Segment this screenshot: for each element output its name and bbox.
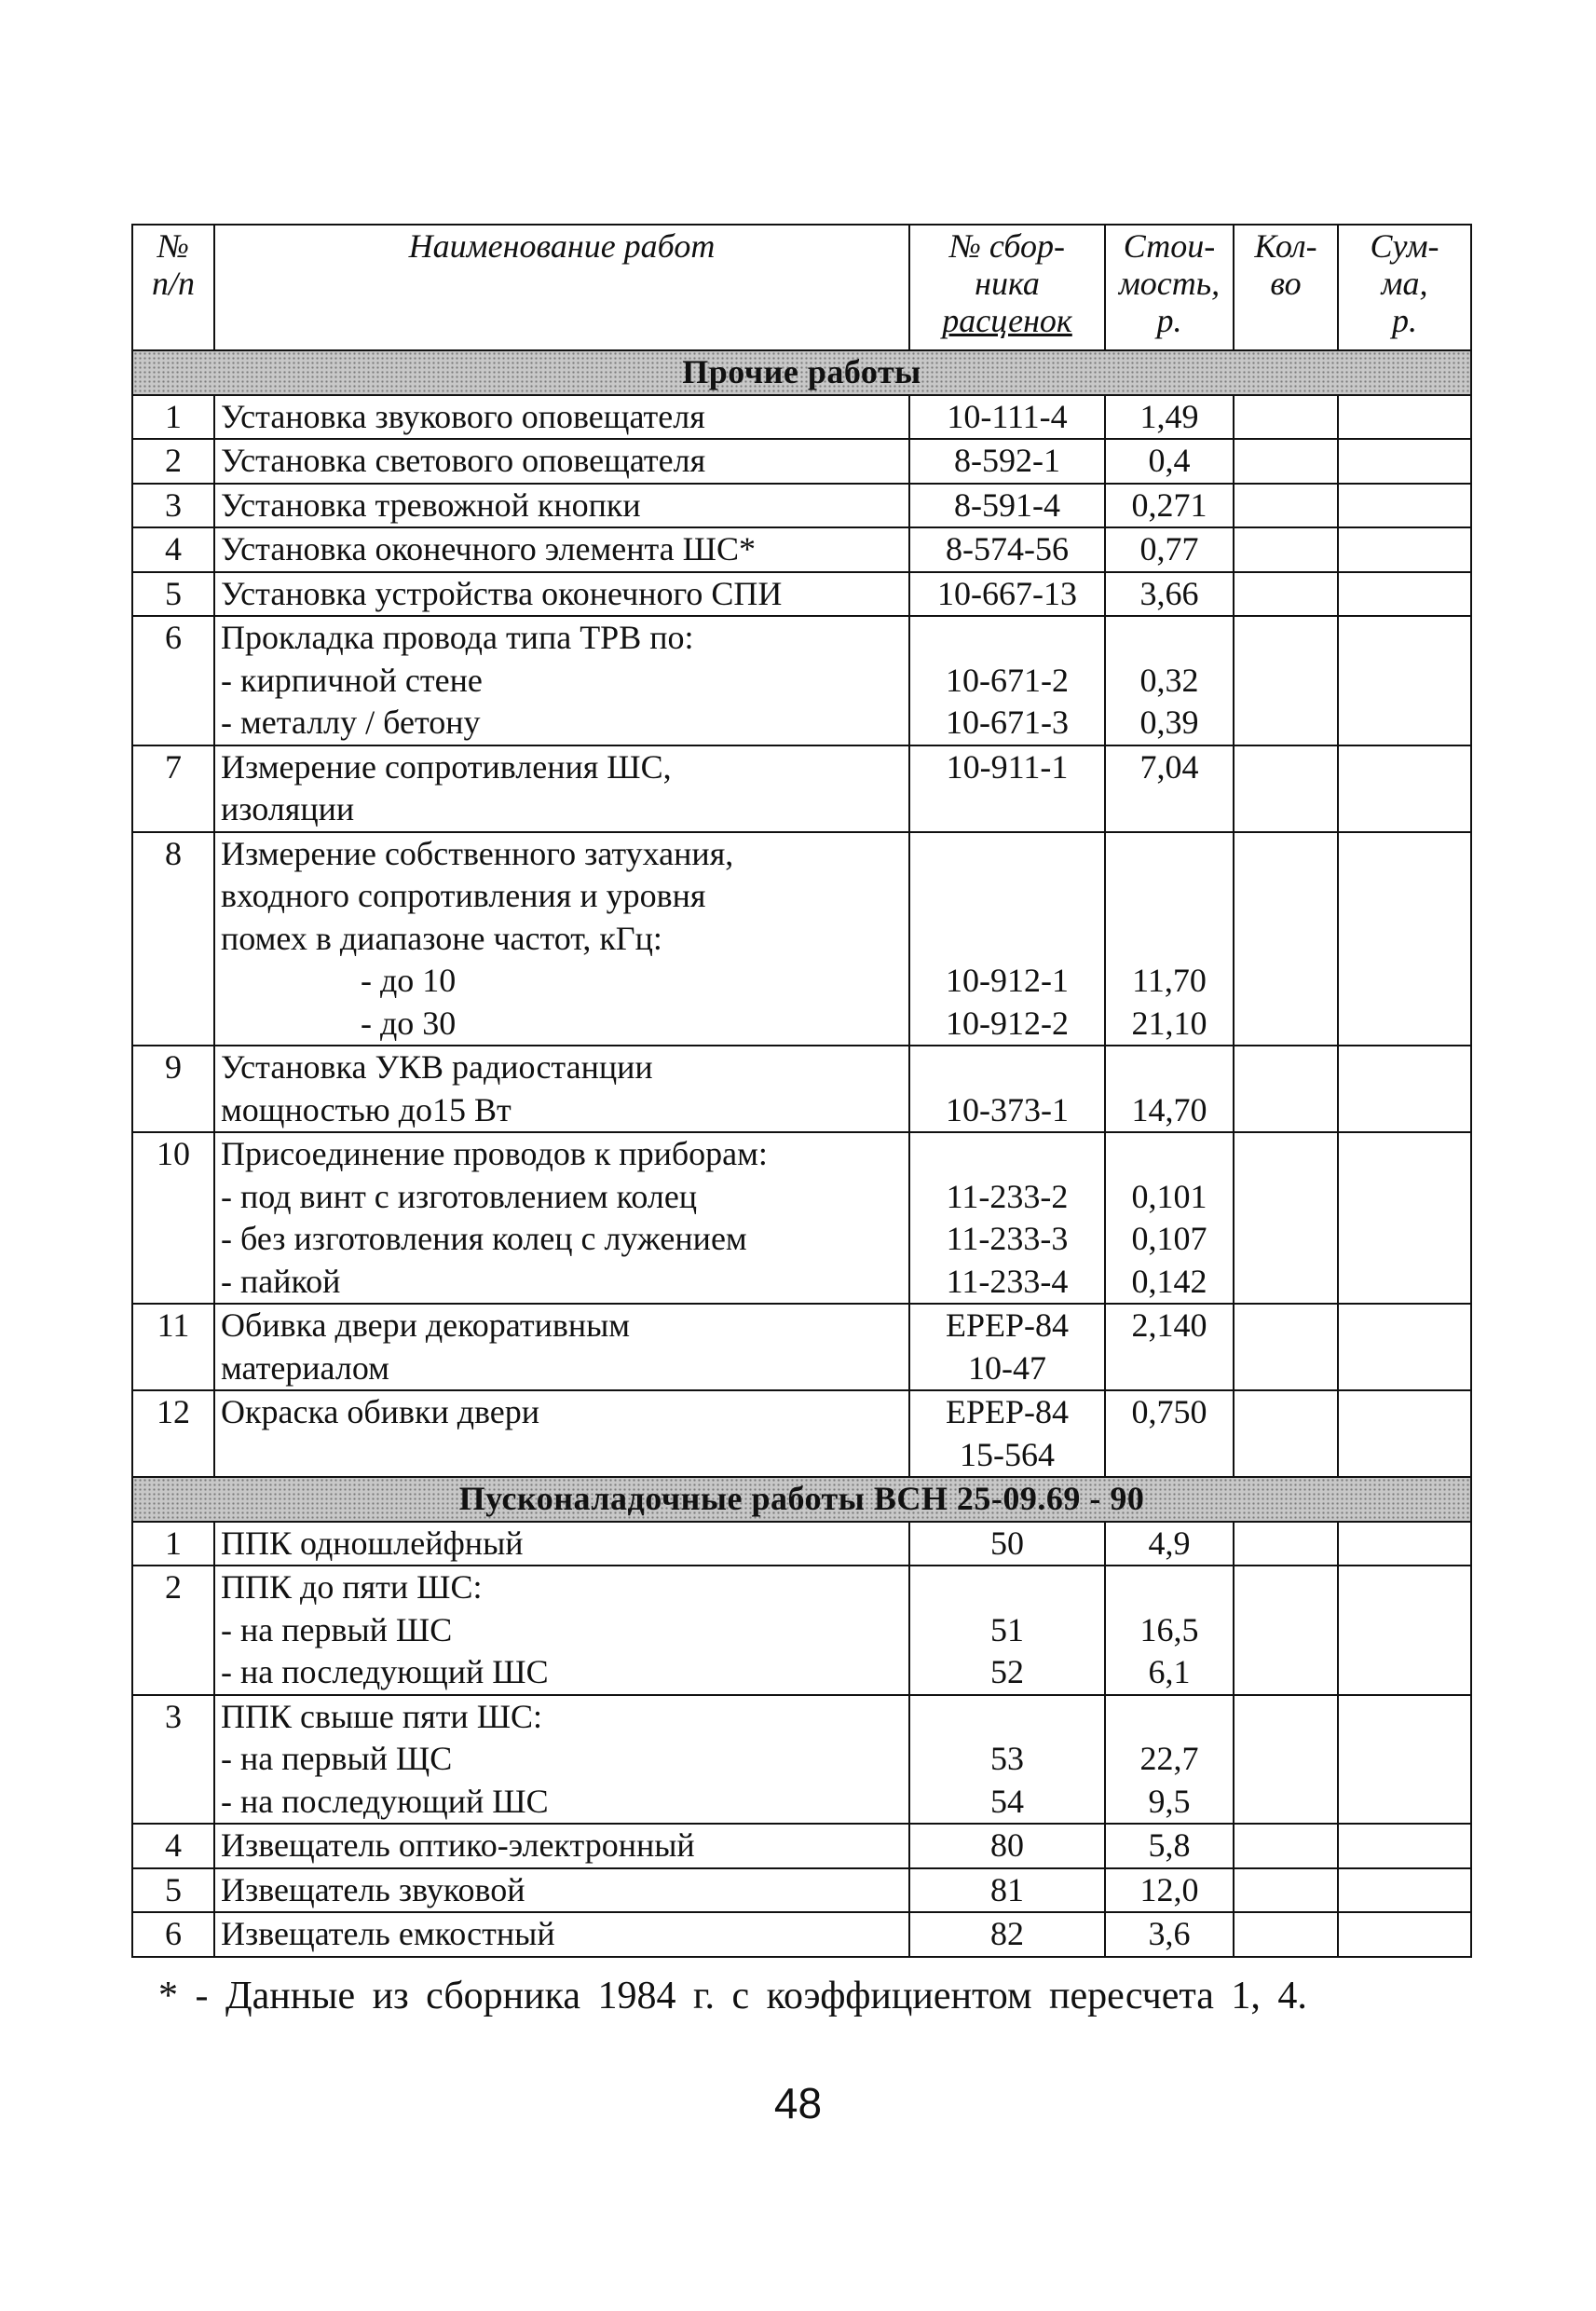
quantity-cell bbox=[1234, 616, 1338, 745]
sum-cell bbox=[1338, 1868, 1471, 1913]
rate-code: 80 bbox=[909, 1824, 1105, 1868]
table-row bbox=[132, 1390, 1471, 1477]
quantity-cell bbox=[1234, 745, 1338, 832]
unit-price: 1,49 bbox=[1105, 395, 1234, 440]
header-sum: Сум- ма, р. bbox=[1338, 225, 1471, 350]
quantity-cell bbox=[1234, 1304, 1338, 1390]
quantity-cell bbox=[1234, 1912, 1338, 1957]
sum-cell bbox=[1338, 1046, 1471, 1132]
row-number: 5 bbox=[132, 572, 214, 617]
rate-code: 11-233-2 11-233-3 11-233-4 bbox=[909, 1132, 1105, 1304]
table-row bbox=[132, 1522, 1471, 1566]
quantity-cell bbox=[1234, 439, 1338, 484]
row-number: 10 bbox=[132, 1132, 214, 1304]
rate-code: 10-912-1 10-912-2 bbox=[909, 832, 1105, 1046]
table-body bbox=[132, 350, 1471, 1957]
quantity-cell bbox=[1234, 1566, 1338, 1695]
unit-price: 12,0 bbox=[1105, 1868, 1234, 1913]
sum-cell bbox=[1338, 484, 1471, 528]
rate-code: 10-911-1 bbox=[909, 745, 1105, 832]
table-row bbox=[132, 1304, 1471, 1390]
table-row bbox=[132, 484, 1471, 528]
table-row bbox=[132, 616, 1471, 745]
unit-price: 5,8 bbox=[1105, 1824, 1234, 1868]
quantity-cell bbox=[1234, 1868, 1338, 1913]
section-header-row bbox=[132, 350, 1471, 395]
row-number: 8 bbox=[132, 832, 214, 1046]
sum-cell bbox=[1338, 1132, 1471, 1304]
work-name: Установка устройства оконечного СПИ bbox=[214, 572, 909, 617]
page-number: 48 bbox=[773, 2079, 823, 2127]
quantity-cell bbox=[1234, 1390, 1338, 1477]
rate-code: 10-373-1 bbox=[909, 1046, 1105, 1132]
unit-price: 0,101 0,107 0,142 bbox=[1105, 1132, 1234, 1304]
table-row bbox=[132, 527, 1471, 572]
sum-cell bbox=[1338, 527, 1471, 572]
sum-cell bbox=[1338, 1695, 1471, 1825]
header-name: Наименование работ bbox=[214, 225, 909, 350]
work-name: ППК свыше пяти ШС: - на первый ЩС - на последующий ШС bbox=[214, 1695, 909, 1825]
quantity-cell bbox=[1234, 832, 1338, 1046]
rate-code: 53 54 bbox=[909, 1695, 1105, 1825]
table-row bbox=[132, 572, 1471, 617]
work-name: Извещатель оптико-электронный bbox=[214, 1824, 909, 1868]
work-name: Измерение собственного затухания, входного сопротивления и уровня помех в диапазоне частот, кГц: - до 10 - до 30 bbox=[214, 832, 909, 1046]
table-row bbox=[132, 1132, 1471, 1304]
unit-price: 0,4 bbox=[1105, 439, 1234, 484]
unit-price: 3,66 bbox=[1105, 572, 1234, 617]
rate-code: 81 bbox=[909, 1868, 1105, 1913]
row-number: 2 bbox=[132, 1566, 214, 1695]
row-number: 4 bbox=[132, 1824, 214, 1868]
table-row bbox=[132, 1566, 1471, 1695]
sum-cell bbox=[1338, 572, 1471, 617]
header-num: № п/п bbox=[132, 225, 214, 350]
work-name: Установка тревожной кнопки bbox=[214, 484, 909, 528]
sum-cell bbox=[1338, 616, 1471, 745]
work-name: Установка УКВ радиостанции мощностью до15 Вт bbox=[214, 1046, 909, 1132]
header-qty: Кол- во bbox=[1234, 225, 1338, 350]
row-number: 5 bbox=[132, 1868, 214, 1913]
header-price: Стои- мость, р. bbox=[1105, 225, 1234, 350]
work-name: Прокладка провода типа ТРВ по: - кирпичной стене - металлу / бетону bbox=[214, 616, 909, 745]
section-title: Пусконаладочные работы ВСН 25-09.69 - 90 bbox=[132, 1477, 1471, 1522]
rate-code: 10-111-4 bbox=[909, 395, 1105, 440]
rate-code: 8-591-4 bbox=[909, 484, 1105, 528]
row-number: 12 bbox=[132, 1390, 214, 1477]
sum-cell bbox=[1338, 1912, 1471, 1957]
row-number: 4 bbox=[132, 527, 214, 572]
rate-code: 8-592-1 bbox=[909, 439, 1105, 484]
sum-cell bbox=[1338, 1304, 1471, 1390]
rate-code: 10-667-13 bbox=[909, 572, 1105, 617]
table-row bbox=[132, 1046, 1471, 1132]
table-row bbox=[132, 1824, 1471, 1868]
sum-cell bbox=[1338, 1522, 1471, 1566]
row-number: 3 bbox=[132, 1695, 214, 1825]
quantity-cell bbox=[1234, 1046, 1338, 1132]
unit-price: 22,7 9,5 bbox=[1105, 1695, 1234, 1825]
quantity-cell bbox=[1234, 484, 1338, 528]
unit-price: 3,6 bbox=[1105, 1912, 1234, 1957]
quantity-cell bbox=[1234, 1522, 1338, 1566]
quantity-cell bbox=[1234, 572, 1338, 617]
row-number: 6 bbox=[132, 1912, 214, 1957]
table-row bbox=[132, 1912, 1471, 1957]
row-number: 1 bbox=[132, 395, 214, 440]
table-row bbox=[132, 1868, 1471, 1913]
row-number: 7 bbox=[132, 745, 214, 832]
work-name: Присоединение проводов к приборам: - под винт с изготовлением колец - без изготовления колец с лужением - пайкой bbox=[214, 1132, 909, 1304]
work-name: Установка звукового оповещателя bbox=[214, 395, 909, 440]
rate-code: 10-671-2 10-671-3 bbox=[909, 616, 1105, 745]
work-name: Установка светового оповещателя bbox=[214, 439, 909, 484]
rate-code: 51 52 bbox=[909, 1566, 1105, 1695]
work-name: Извещатель емкостный bbox=[214, 1912, 909, 1957]
work-name: Измерение сопротивления ШС, изоляции bbox=[214, 745, 909, 832]
works-price-table bbox=[131, 224, 1472, 1958]
quantity-cell bbox=[1234, 527, 1338, 572]
work-name: ППК одношлейфный bbox=[214, 1522, 909, 1566]
sum-cell bbox=[1338, 1390, 1471, 1477]
quantity-cell bbox=[1234, 1132, 1338, 1304]
unit-price: 0,271 bbox=[1105, 484, 1234, 528]
quantity-cell bbox=[1234, 1824, 1338, 1868]
rate-code: 50 bbox=[909, 1522, 1105, 1566]
row-number: 2 bbox=[132, 439, 214, 484]
row-number: 11 bbox=[132, 1304, 214, 1390]
footnote: * - Данные из сборника 1984 г. с коэффициентом пересчета 1, 4. bbox=[158, 1975, 1307, 2017]
work-name: Окраска обивки двери bbox=[214, 1390, 909, 1477]
unit-price: 7,04 bbox=[1105, 745, 1234, 832]
row-number: 3 bbox=[132, 484, 214, 528]
sum-cell bbox=[1338, 439, 1471, 484]
quantity-cell bbox=[1234, 395, 1338, 440]
sum-cell bbox=[1338, 1566, 1471, 1695]
sum-cell bbox=[1338, 1824, 1471, 1868]
table-row bbox=[132, 439, 1471, 484]
work-name: Обивка двери декоративным материалом bbox=[214, 1304, 909, 1390]
header-code: № сбор- ника расценок bbox=[909, 225, 1105, 350]
unit-price: 0,32 0,39 bbox=[1105, 616, 1234, 745]
rate-code: 82 bbox=[909, 1912, 1105, 1957]
table-row bbox=[132, 745, 1471, 832]
table-row bbox=[132, 395, 1471, 440]
rate-code: 8-574-56 bbox=[909, 527, 1105, 572]
table-row bbox=[132, 832, 1471, 1046]
table-row bbox=[132, 1695, 1471, 1825]
section-title: Прочие работы bbox=[132, 350, 1471, 395]
unit-price: 14,70 bbox=[1105, 1046, 1234, 1132]
unit-price: 16,5 6,1 bbox=[1105, 1566, 1234, 1695]
unit-price: 11,70 21,10 bbox=[1105, 832, 1234, 1046]
unit-price: 0,750 bbox=[1105, 1390, 1234, 1477]
row-number: 6 bbox=[132, 616, 214, 745]
table-header-row bbox=[132, 225, 1471, 350]
work-name: Извещатель звуковой bbox=[214, 1868, 909, 1913]
sum-cell bbox=[1338, 832, 1471, 1046]
quantity-cell bbox=[1234, 1695, 1338, 1825]
rate-code: ЕРЕР-84 15-564 bbox=[909, 1390, 1105, 1477]
sum-cell bbox=[1338, 745, 1471, 832]
section-header-row bbox=[132, 1477, 1471, 1522]
work-name: ППК до пяти ШС: - на первый ШС - на последующий ШС bbox=[214, 1566, 909, 1695]
unit-price: 2,140 bbox=[1105, 1304, 1234, 1390]
row-number: 9 bbox=[132, 1046, 214, 1132]
work-name: Установка оконечного элемента ШС* bbox=[214, 527, 909, 572]
sum-cell bbox=[1338, 395, 1471, 440]
rate-code: ЕРЕР-84 10-47 bbox=[909, 1304, 1105, 1390]
row-number: 1 bbox=[132, 1522, 214, 1566]
unit-price: 0,77 bbox=[1105, 527, 1234, 572]
unit-price: 4,9 bbox=[1105, 1522, 1234, 1566]
